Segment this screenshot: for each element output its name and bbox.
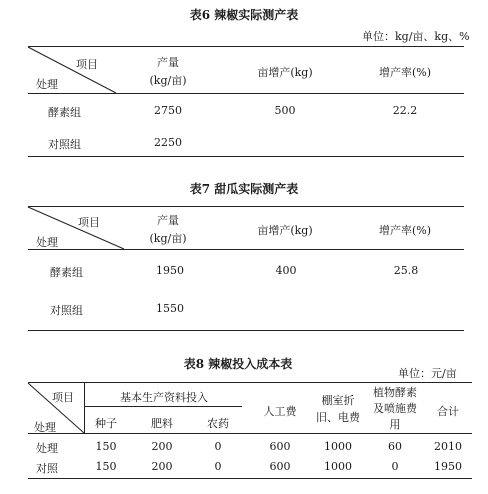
table7-header-treatment: 处理 (36, 236, 58, 249)
table8-row2-fertilizer: 200 (151, 460, 173, 473)
table6-header-rule (28, 93, 464, 94)
table8-unit: 单位：元/亩 (398, 367, 457, 380)
table6-header-yield-unit: (kg/亩) (149, 74, 187, 87)
table7-bottom-rule (28, 330, 464, 331)
table6-header-rate: 增产率(%) (378, 66, 432, 79)
table8-header-seed: 种子 (95, 417, 117, 430)
table8-row2-name: 对照 (36, 462, 58, 475)
table7-header-increase: 亩增产(kg) (257, 224, 313, 237)
table8-top-rule (28, 382, 472, 383)
table6-unit: 单位：kg/亩、kg、% (362, 30, 470, 43)
table7-row2-yield: 1550 (156, 302, 184, 315)
table6-row1-rate: 22.2 (392, 104, 418, 117)
table8-title: 表8 辣椒投入成本表 (183, 357, 293, 371)
table8-row1-enzyme: 60 (388, 440, 402, 453)
table7-row1-yield: 1950 (156, 264, 184, 277)
table8-row1-fertilizer: 200 (151, 440, 173, 453)
table7-row1-name: 酵素组 (50, 266, 83, 279)
table8-header-fertilizer: 肥料 (151, 417, 173, 430)
table8-row1-total: 2010 (434, 440, 462, 453)
table7-row1-increase: 400 (275, 264, 297, 277)
table8-row1-shed: 1000 (324, 440, 352, 453)
table6-header-yield: 产量 (157, 56, 179, 69)
table6-row1-yield: 2750 (154, 104, 182, 117)
table6-header-item: 项目 (76, 58, 98, 71)
table8-header-pesticide: 农药 (207, 417, 229, 430)
table8-row1-pesticide: 0 (214, 440, 222, 453)
table8-bottom-rule (28, 478, 472, 479)
table8-header-enzyme-3: 用 (389, 418, 401, 431)
table8-header-labor: 人工费 (263, 405, 297, 418)
table6-row2-name: 对照组 (48, 138, 81, 151)
table7-title: 表7 甜瓜实际测产表 (189, 182, 299, 196)
table8-row1-name: 处理 (36, 442, 58, 455)
table8-col-divider (84, 383, 85, 433)
table7-header-yield-unit: (kg/亩) (149, 232, 187, 245)
table8-header-total: 合计 (437, 405, 459, 418)
table8-header-shed-2: 旧、电费 (316, 411, 360, 424)
table8-header-enzyme-2: 及喷施费 (373, 402, 417, 415)
table8-row1-labor: 600 (269, 440, 291, 453)
table8-row2-enzyme: 0 (391, 460, 399, 473)
table7-header-rule (28, 249, 464, 250)
table6-row2-yield: 2250 (154, 136, 182, 149)
table7-header-rate: 增产率(%) (378, 224, 432, 237)
table7-header-item: 项目 (78, 216, 100, 229)
table6-bottom-rule (28, 156, 464, 157)
table8-row2-pesticide: 0 (214, 460, 222, 473)
table8-header-enzyme-1: 植物酵素 (373, 386, 417, 399)
table6-header-treatment: 处理 (36, 78, 58, 91)
table6-row1-increase: 500 (274, 104, 296, 117)
table6-row1-name: 酵素组 (48, 106, 81, 119)
table8-header-shed-1: 棚室折 (321, 394, 355, 407)
table8-header-item: 项目 (52, 391, 74, 404)
table7-header-yield: 产量 (157, 214, 179, 227)
table8-header-basic-inputs: 基本生产资料投入 (120, 391, 208, 404)
table8-row2-shed: 1000 (324, 460, 352, 473)
table8-header-treatment: 处理 (34, 421, 56, 434)
table7-row1-rate: 25.8 (393, 264, 419, 277)
table8-row2-labor: 600 (269, 460, 291, 473)
table8-row2-total: 1950 (434, 460, 462, 473)
table6-title: 表6 辣椒实际测产表 (189, 8, 299, 22)
table8-row2-seed: 150 (95, 460, 117, 473)
table6-header-increase: 亩增产(kg) (257, 66, 313, 79)
table7-row2-name: 对照组 (50, 304, 83, 317)
table8-header-rule (28, 433, 472, 434)
table8-subheader-rule (84, 406, 242, 407)
table8-row1-seed: 150 (95, 440, 117, 453)
